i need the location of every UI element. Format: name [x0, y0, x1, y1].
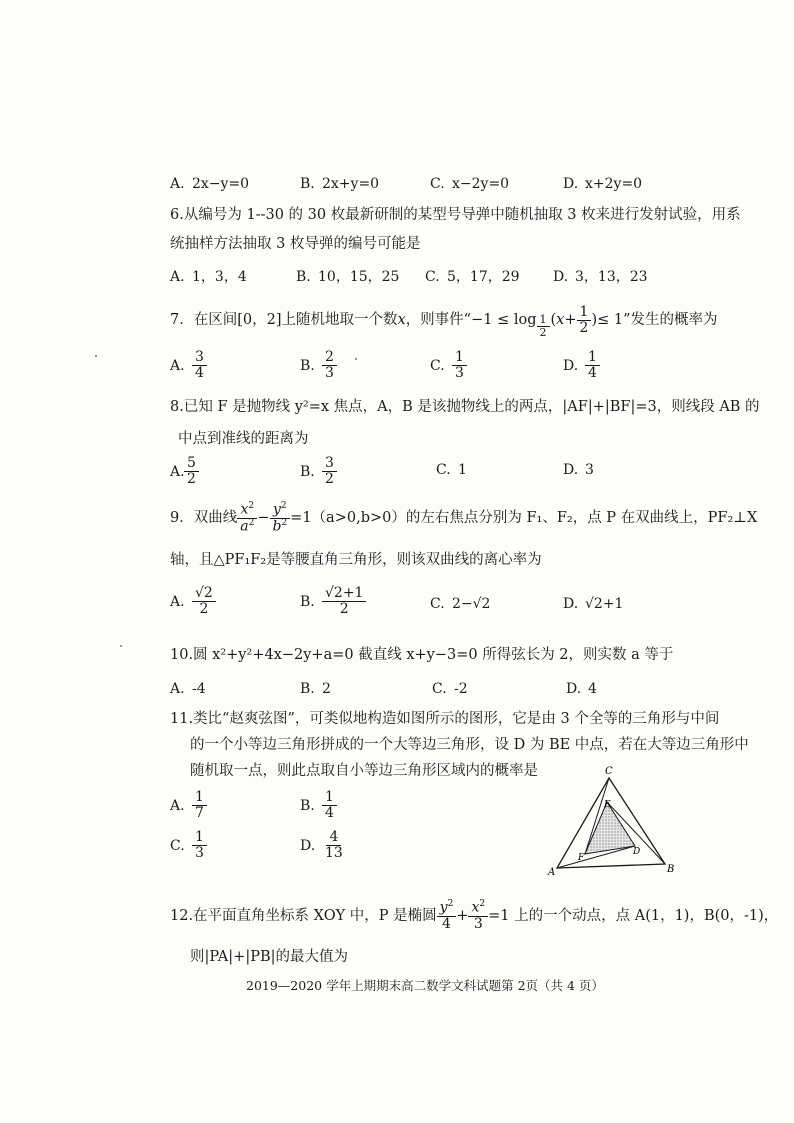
q7-event-pre: ，则事件“−1 ≤ log [405, 312, 537, 329]
q11-line-1: 11.类比“赵爽弦图”，可类似地构造如图所示的图形，它是由 3 个全等的三角形与中间 [170, 711, 720, 727]
q12-prefix: 12.在平面直角坐标系 XOY 中，P 是椭圆 [170, 907, 437, 924]
label-f: F [578, 853, 585, 863]
q7-prefix: 7．在区间[0，2]上随机地取一个数 [170, 312, 398, 329]
q7-log-base: $\frac{1}{2}$ [537, 314, 550, 339]
q6-option-c: C. 5，17，29 [425, 269, 520, 285]
q7-half-fraction: $\frac{1}{2}$ [577, 305, 592, 337]
q7-option-b: B. $\frac{2}{3}$ [300, 350, 337, 382]
q5-option-a: A. 2x−y=0 [170, 176, 250, 192]
scan-speck [355, 358, 357, 360]
q8-option-c: C. 1 [436, 462, 467, 478]
q9-stem: 9．双曲线 $\frac{x^2}{a^2}$ − $\frac{y^2}{b^2}$ =1（a>0,b>0）的左右焦点分别为 F₁、F₂，点 P 在双曲线上，PF₂⊥X [170, 501, 758, 535]
q7-option-c: C. $\frac{1}{3}$ [430, 350, 467, 382]
q7-option-d: D. $\frac{1}{4}$ [563, 350, 600, 382]
q10-option-b: B. 2 [300, 681, 331, 697]
q7-option-a: A. $\frac{3}{4}$ [170, 350, 207, 382]
label-c: C [605, 766, 613, 777]
q6-line-1: 6.从编号为 1--30 的 30 枚最新研制的某型号导弹中随机抽取 3 枚来进行发射试验，用系 [170, 207, 741, 223]
q11-line-3: 随机取一点，则此点取自小等边三角形区域内的概率是 [190, 763, 538, 779]
q8-line-1: 8.已知 F 是抛物线 y²=x 焦点，A，B 是该抛物线上的两点，|AF|+|BF|=3，则线段 AB 的 [170, 399, 760, 415]
q9-eq-tail: =1（a>0,b>0）的左右焦点分别为 F₁、F₂，点 P 在双曲线上，PF₂⊥X [290, 510, 758, 527]
q11-option-b: B. $\frac{1}{4}$ [300, 790, 337, 822]
q8-line-2: 中点到准线的距离为 [178, 431, 309, 447]
q5-option-b: B. 2x+y=0 [300, 176, 380, 192]
q10-option-d: D. 4 [566, 681, 597, 697]
q8-option-b: B. $\frac{3}{2}$ [300, 456, 337, 488]
q6-option-b: B. 10，15，25 [296, 269, 400, 285]
scan-speck [120, 645, 122, 647]
q5-option-d: D. x+2y=0 [563, 176, 643, 192]
q8-option-a: A. $\frac{5}{2}$ [170, 456, 199, 488]
label-e: E [604, 800, 611, 810]
q11-option-a: A. $\frac{1}{7}$ [170, 790, 207, 822]
q12-x-fraction: $\frac{x^2}{3}$ [468, 900, 488, 932]
q9-option-a: A. $\frac{√2}{2}$ [170, 586, 216, 618]
q7-event-post: ≤ 1”发生的概率为 [597, 312, 718, 329]
q10-line-1: 10.圆 x²+y²+4x−2y+a=0 截直线 x+y−3=0 所得弦长为 2，则实数 a 等于 [170, 647, 674, 663]
q10-option-c: C. -2 [432, 681, 468, 697]
q8-option-d: D. 3 [563, 462, 594, 478]
scan-speck [95, 355, 97, 357]
label-d: D [633, 847, 641, 857]
q12-stem: 12.在平面直角坐标系 XOY 中，P 是椭圆 $\frac{y^2}{4}$ + $\frac{x^2}{3}$ =1 上的一个动点，点 A(1，1)，B(0，-1)， [170, 899, 779, 933]
q9-option-b: B. $\frac{√2+1}{2}$ [300, 586, 366, 618]
q9-prefix: 9．双曲线 [170, 510, 238, 527]
q12-mid: =1 上的一个动点，点 A(1，1)，B(0，-1)， [488, 907, 779, 924]
q11-option-c: C. $\frac{1}{3}$ [170, 830, 207, 862]
label-b: B [667, 864, 675, 875]
q9-x-fraction: $\frac{x^2}{a^2}$ [237, 502, 257, 535]
q6-option-a: A. 1，3，4 [170, 269, 247, 285]
q9-option-d: D. √2+1 [563, 596, 624, 612]
q5-option-c: C. x−2y=0 [430, 176, 510, 192]
q11-line-2: 的一个小等边三角形拼成的一个大等边三角形，设 D 为 BE 中点，若在大等边三角形中 [190, 737, 749, 753]
q7-log-arg: (x+ [550, 312, 577, 329]
q10-option-a: A. -4 [170, 681, 206, 697]
q6-line-2: 统抽样方法抽取 3 枚导弹的编号可能是 [170, 236, 421, 252]
q9-line-2: 轴，且△PF₁F₂是等腰直角三角形，则该双曲线的离心率为 [170, 552, 542, 568]
q11-option-d: D. $\frac{4}{13}$ [300, 829, 343, 862]
q6-option-d: D. 3，13，23 [553, 269, 648, 285]
q7-variable: x [397, 312, 406, 329]
zhaoshuang-triangle-figure [545, 762, 685, 880]
q12-line-2: 则|PA|+|PB|的最大值为 [190, 949, 348, 965]
q9-option-c: C. 2−√2 [430, 596, 491, 612]
q9-y-fraction: $\frac{y^2}{b^2}$ [269, 502, 290, 535]
label-a: A [548, 867, 556, 878]
page-footer: 2019—2020 学年上期期末高二数学文科试题第 2页（共 4 页） [246, 978, 604, 993]
q12-y-fraction: $\frac{y^2}{4}$ [437, 900, 457, 932]
q7-stem: 7．在区间[0，2]上随机地取一个数 x ，则事件“−1 ≤ log $\frac{1}{2}$ (x+ $\frac{1}{2}$ ) ≤ 1”发生的概率为 [170, 303, 718, 340]
